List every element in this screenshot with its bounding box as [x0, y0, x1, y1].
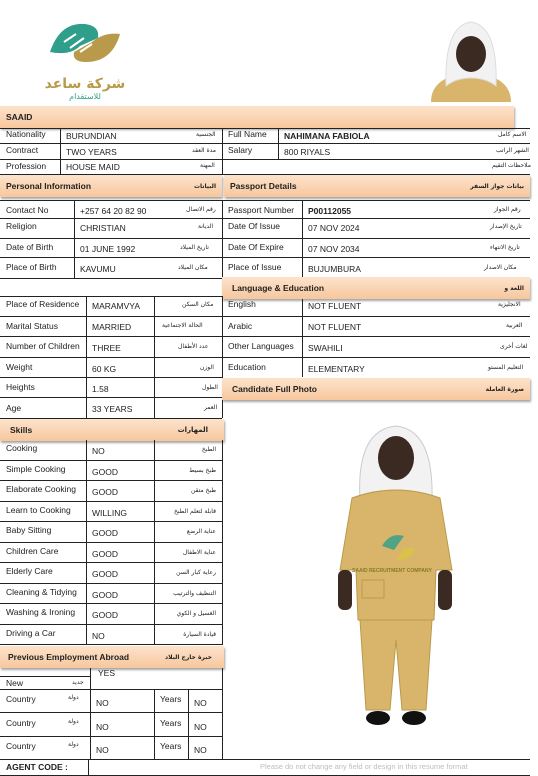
skill-row: [0, 502, 222, 523]
weight-label: Weight: [6, 362, 33, 372]
country-ar: دولة: [68, 694, 79, 701]
contact-ar: رقم الاتصال: [186, 206, 216, 213]
skill-row: [0, 440, 222, 461]
arabic-value: NOT FLUENT: [308, 322, 362, 332]
profession-value: HOUSE MAID: [66, 162, 120, 172]
weight-value: 60 KG: [92, 364, 117, 374]
religion-ar: الديانة: [198, 223, 214, 230]
skill-row: [0, 461, 222, 482]
skill-ar: طبخ متقن: [191, 487, 216, 494]
place-issue-label: Place of Issue: [228, 262, 282, 272]
nationality-value: BURUNDIAN: [66, 131, 117, 141]
place-issue-value: BUJUMBURA: [308, 264, 361, 274]
country-label: Country: [6, 741, 36, 751]
skill-ar: عناية الاطفال: [182, 548, 216, 556]
skill-value: GOOD: [92, 610, 118, 620]
skills-col-line: [222, 440, 223, 645]
photo-ar: صورة العاملة: [485, 385, 524, 393]
education-label: Education: [228, 362, 266, 372]
skill-ar: الطبخ: [201, 446, 216, 453]
years-value: NO: [194, 698, 207, 708]
personal-info-title: Personal Information: [6, 181, 92, 191]
dob-value: 01 JUNE 1992: [80, 244, 136, 254]
skill-row: [0, 604, 222, 625]
skill-value: GOOD: [92, 487, 118, 497]
skill-label: Cooking: [6, 443, 38, 453]
pob-label: Place of Birth: [6, 262, 57, 272]
english-value: NOT FLUENT: [308, 301, 362, 311]
contact-value: +257 64 20 82 90: [80, 206, 147, 216]
weight-ar: الوزن: [200, 364, 214, 371]
passport-title: Passport Details: [230, 181, 297, 191]
expire-date-ar: تاريخ الانتهاء: [490, 244, 520, 251]
language-title: Language & Education: [232, 283, 325, 293]
skill-label: Elaborate Cooking: [6, 484, 76, 494]
skill-label: Driving a Car: [6, 627, 56, 638]
marital-value: MARRIED: [92, 322, 132, 332]
passport-band: [224, 175, 530, 197]
agent-code-label: AGENT CODE :: [6, 762, 68, 772]
skill-label: Children Care: [6, 545, 59, 556]
years-label: Years: [160, 694, 182, 704]
candidate-full-photo: [330, 420, 460, 740]
other-languages-label: Other Languages: [228, 341, 294, 351]
skill-value: GOOD: [92, 569, 118, 579]
skills-table: [0, 440, 224, 643]
children-value: THREE: [92, 343, 121, 353]
arabic-ar: العربية: [506, 322, 523, 329]
age-value: 33 YEARS: [92, 404, 133, 414]
language-ar: اللغة و: [504, 284, 524, 292]
skills-title: Skills: [10, 425, 33, 435]
skill-ar: رعاية كبار السن: [176, 569, 216, 576]
skill-label: Cleaning & Tidying: [6, 586, 77, 597]
height-ar: الطول: [202, 384, 218, 391]
years-value: NO: [194, 722, 207, 732]
salary-value: 800 RIYALS: [284, 147, 331, 157]
logo-arabic-name: شركة ساعد: [44, 76, 126, 92]
country-ar: دولة: [68, 718, 79, 725]
passport-number-label: Passport Number: [228, 205, 295, 215]
other-languages-value: SWAHILI: [308, 343, 343, 353]
photo-watermark-text: SAAID RECRUITMENT COMPANY: [352, 568, 432, 574]
skill-value: NO: [92, 446, 105, 456]
years-label: Years: [160, 741, 182, 751]
skill-value: WILLING: [92, 507, 127, 518]
contract-label: Contract: [6, 145, 39, 155]
marital-ar: الحالة الاجتماعية: [162, 322, 203, 329]
experience-yes: YES: [98, 668, 116, 678]
skill-row: [0, 543, 222, 564]
salary-ar: الشهر الراتب: [496, 147, 529, 154]
children-label: Number of Children: [6, 341, 80, 351]
pob-ar: مكان الميلاد: [178, 264, 208, 271]
skill-value: GOOD: [92, 528, 118, 538]
skills-col-line: [86, 440, 87, 645]
passport-number-value: P00112055: [308, 206, 352, 216]
footer-note: Please do not change any field or design in this resume format: [260, 762, 468, 771]
logo-arabic-sub: للاستقدام: [69, 92, 101, 101]
passport-number-ar: رقم الجواز: [494, 206, 521, 213]
personal-info-band: [0, 175, 222, 197]
skill-label: Elderly Care: [6, 566, 53, 576]
skills-ar: المهارات: [177, 426, 208, 434]
age-label: Age: [6, 403, 22, 413]
height-label: Heights: [6, 382, 35, 392]
contact-label: Contact No: [6, 205, 49, 215]
education-value: ELEMENTARY: [308, 364, 365, 374]
photo-title: Candidate Full Photo: [232, 384, 317, 394]
fullname-label: Full Name: [228, 129, 267, 139]
employment-ar: خبرة خارج البلاد: [165, 653, 212, 661]
residence-ar: مكان السكن: [182, 301, 214, 308]
other-languages-ar: لغات أخرى: [500, 343, 528, 350]
country-value: NO: [96, 698, 109, 708]
employment-title: Previous Employment Abroad: [8, 652, 130, 662]
residence-label: Place of Residence: [6, 299, 80, 309]
height-value: 1.58: [92, 384, 109, 394]
fullname-ar: الاسم كامل: [498, 131, 527, 138]
skill-value: GOOD: [92, 466, 118, 477]
years-label: Years: [160, 718, 182, 728]
marital-label: Marital Status: [6, 321, 58, 331]
nationality-label: Nationality: [6, 129, 46, 139]
english-label: English: [228, 299, 256, 309]
issue-date-value: 07 NOV 2024: [308, 223, 360, 233]
arabic-label: Arabic: [228, 321, 253, 331]
age-ar: العمر: [204, 404, 218, 411]
profession-ar: المهنة: [200, 162, 215, 169]
skill-label: Washing & Ironing: [6, 607, 76, 617]
country-ar: دولة: [68, 741, 79, 748]
skill-label: Learn to Cooking: [6, 504, 71, 515]
skills-band: [0, 419, 224, 441]
education-ar: التعليم المستو: [488, 364, 524, 371]
passport-ar: بيانات جواز السفر: [470, 182, 524, 190]
issue-date-label: Date Of Issue: [228, 221, 280, 231]
new-label: New: [6, 678, 24, 688]
children-ar: عدد الأطفال: [178, 343, 209, 350]
skill-row: [0, 522, 222, 543]
dob-ar: تاريخ الميلاد: [180, 244, 209, 251]
country-label: Country: [6, 718, 36, 728]
skill-row: [0, 481, 222, 502]
photo-band: [222, 378, 530, 400]
salary-label: Salary: [228, 145, 253, 155]
skill-value: GOOD: [92, 548, 118, 559]
country-label: Country: [6, 694, 36, 704]
personal-info-ar: البيانات: [194, 182, 216, 190]
skill-ar: التنظيف والترتيب: [173, 589, 216, 597]
nationality-ar: الجنسية: [196, 131, 216, 138]
skill-ar: قابلة لتعلم الطبخ: [174, 507, 216, 515]
issue-date-ar: تاريخ الإصدار: [490, 223, 522, 230]
skill-row: [0, 584, 222, 605]
skill-value: GOOD: [92, 589, 118, 600]
contract-value: TWO YEARS: [66, 147, 117, 157]
skill-ar: الغسيل و الكوي: [176, 610, 216, 617]
skills-col-line: [154, 440, 155, 645]
place-issue-ar: مكان الاصدار: [484, 264, 517, 271]
skill-row: [0, 563, 222, 584]
country-value: NO: [96, 745, 109, 755]
skill-row: [0, 625, 222, 646]
name-band: [0, 106, 514, 128]
skill-value: NO: [92, 630, 105, 641]
company-logo: [40, 12, 130, 104]
employment-band: [0, 646, 224, 668]
fullname-value: NAHIMANA FABIOLA: [284, 131, 370, 141]
profession-label: Profession: [6, 161, 47, 171]
contract-ar: مدة العقد: [192, 147, 216, 154]
skill-ar: عناية الرضع: [186, 528, 216, 535]
religion-label: Religion: [6, 221, 37, 231]
english-ar: الانجليزية: [498, 301, 521, 308]
country-value: NO: [96, 722, 109, 732]
new-ar: جديد: [72, 679, 84, 686]
religion-value: CHRISTIAN: [80, 223, 126, 233]
residence-value: MARAMVYA: [92, 301, 141, 311]
handshake-icon: [40, 12, 130, 74]
dob-label: Date of Birth: [6, 242, 54, 252]
skill-ar: طبخ بسيط: [189, 466, 216, 474]
skill-ar: قيادة السيارة: [183, 630, 216, 638]
notes-ar: ملاحظات التقيم: [492, 162, 531, 169]
skill-label: Baby Sitting: [6, 525, 52, 535]
years-value: NO: [194, 745, 207, 755]
skill-label: Simple Cooking: [6, 463, 66, 474]
candidate-name: SAAID: [6, 112, 33, 122]
candidate-portrait: [426, 16, 516, 102]
expire-date-value: 07 NOV 2034: [308, 244, 360, 254]
pob-value: KAVUMU: [80, 264, 116, 274]
language-band: [222, 277, 530, 299]
expire-date-label: Date Of Expire: [228, 242, 284, 252]
